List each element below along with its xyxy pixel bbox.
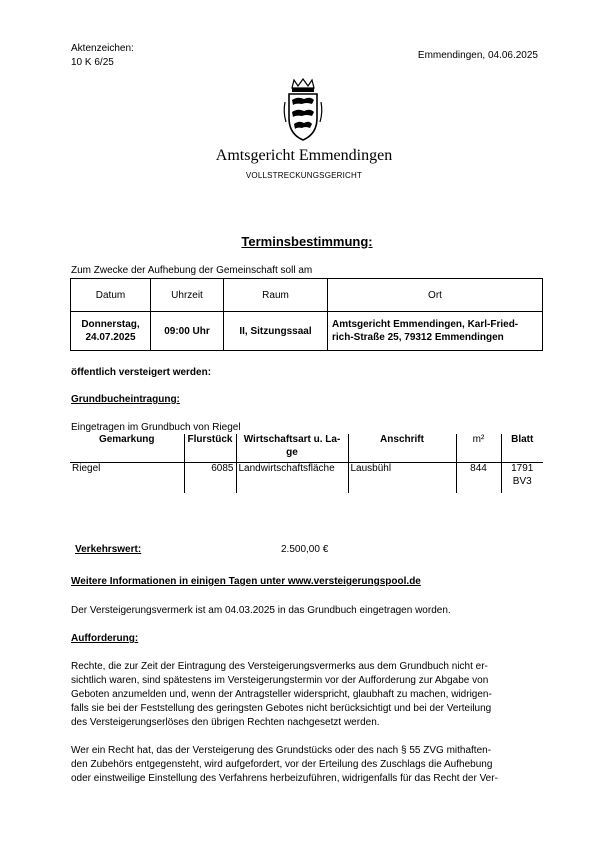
datum-line-2: 24.07.2025 xyxy=(85,332,136,343)
header-qm: m² xyxy=(456,434,501,463)
intro-text: Zum Zwecke der Aufhebung der Gemeinschaft soll am xyxy=(71,265,313,276)
document-title: Terminsbestimmung: xyxy=(241,234,373,249)
paragraph-line: Wer ein Recht hat, das der Versteigerung des Grundstücks oder des nach § 55 ZVG mithaften- xyxy=(71,745,492,756)
paragraph-line: falls sie bei der Feststellung des geringsten Gebotes nicht berücksichtigt und bei der Verteilung xyxy=(71,703,492,714)
paragraph-line: sichtlich waren, sind spätestens im Versteigerungstermin vor der Aufforderung zur Abgabe von xyxy=(71,675,489,686)
grundbuch-intro: Eingetragen im Grundbuch von Riegel xyxy=(71,422,241,433)
cell-gemarkung: Riegel xyxy=(72,463,101,474)
table-row xyxy=(70,463,543,494)
cell-anschrift: Lausbühl xyxy=(348,463,456,494)
grundbuch-table xyxy=(70,434,543,493)
paragraph-line: Rechte, die zur Zeit der Eintragung des Versteigerungsvermerks aus dem Grundbuch nicht er- xyxy=(71,661,488,672)
public-auction-text: öffentlich versteigert werden: xyxy=(71,367,212,378)
cell-raum: II, Sitzungssaal xyxy=(224,312,328,351)
blatt-line-1: 1791 xyxy=(511,463,534,474)
termin-table xyxy=(70,278,543,351)
table-row xyxy=(70,434,543,463)
cell-datum xyxy=(71,312,151,351)
place-date: Emmendingen, 04.06.2025 xyxy=(417,50,538,61)
coat-of-arms-icon xyxy=(282,78,324,142)
header-datum: Datum xyxy=(71,279,151,312)
paragraph-line: des Versteigerungserlöses den übrigen Rechten nachgesetzt werden. xyxy=(71,717,380,728)
verkehrswert-value: 2.500,00 € xyxy=(281,544,329,555)
paragraph-line: den Zubehörs entgegensteht, wird aufgefordert, vor der Erteilung des Zuschlags die Aufhebung xyxy=(71,759,493,770)
header-gemarkung: Gemarkung xyxy=(70,434,184,463)
cell-ort xyxy=(328,312,543,351)
header-ort: Ort xyxy=(328,279,543,312)
header-raum: Raum xyxy=(224,279,328,312)
aufforderung-heading: Aufforderung: xyxy=(71,633,139,644)
header-blatt: Blatt xyxy=(501,434,543,463)
grundbuch-heading: Grundbucheintragung: xyxy=(71,394,180,405)
header-anschrift: Anschrift xyxy=(348,434,456,463)
aktenzeichen-label: Aktenzeichen: xyxy=(71,43,134,54)
header-flurstueck: Flurstück xyxy=(184,434,236,463)
verkehrswert-label: Verkehrswert: xyxy=(75,544,142,555)
wirtschaftsart-line-1: Wirtschaftsart u. La- xyxy=(243,434,341,445)
aufforderung-paragraph-1 xyxy=(71,660,549,730)
table-row xyxy=(71,312,543,351)
info-link[interactable]: Weitere Informationen in einigen Tagen unter www.versteigerungspool.de xyxy=(71,576,421,587)
paragraph-line: Geboten anzumelden und, wenn der Antragsteller widerspricht, glaubhaft zu machen, widrigen- xyxy=(71,689,492,700)
vermerk-text: Der Versteigerungsvermerk ist am 04.03.2025 in das Grundbuch eingetragen worden. xyxy=(71,605,451,616)
cell-uhrzeit: 09:00 Uhr xyxy=(151,312,224,351)
cell-qm: 844 xyxy=(456,463,501,494)
paragraph-line: oder einstweilige Einstellung des Verfahrens herbeizuführen, widrigenfalls für das Recht der Ver- xyxy=(71,773,498,784)
ort-line-1: Amtsgericht Emmendingen, Karl-Fried- xyxy=(332,319,519,330)
datum-line-1: Donnerstag, xyxy=(81,319,140,330)
header-uhrzeit: Uhrzeit xyxy=(151,279,224,312)
cell-wirtschaftsart: Landwirtschaftsfläche xyxy=(236,463,348,494)
wirtschaftsart-line-2: ge xyxy=(286,446,298,458)
table-row xyxy=(71,279,543,312)
court-name: Amtsgericht Emmendingen xyxy=(215,147,393,164)
aufforderung-paragraph-2 xyxy=(71,744,549,786)
ort-line-2: rich-Straße 25, 79312 Emmendingen xyxy=(332,332,504,343)
cell-blatt xyxy=(501,463,543,494)
court-department: VOLLSTRECKUNGSGERICHT xyxy=(245,171,363,180)
blatt-line-2: BV3 xyxy=(512,475,532,487)
header-wirtschaftsart xyxy=(236,434,348,463)
cell-flurstueck: 6085 xyxy=(184,463,236,494)
aktenzeichen-value: 10 K 6/25 xyxy=(71,57,114,68)
